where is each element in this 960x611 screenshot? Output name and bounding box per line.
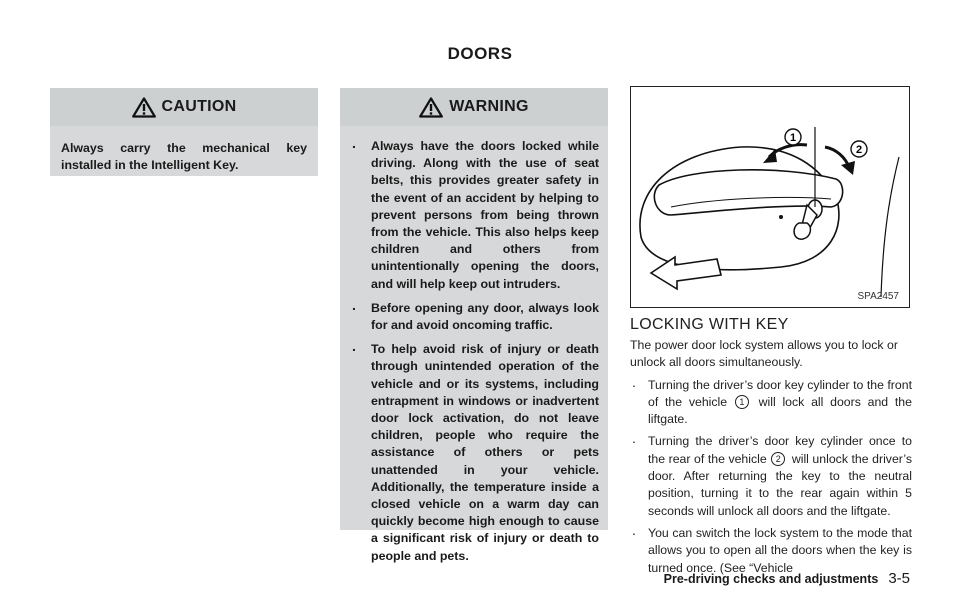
callout-1: 1 <box>789 132 797 144</box>
locking-item <box>630 433 912 519</box>
warning-box <box>340 88 608 563</box>
door-handle-key-drawing <box>631 87 910 308</box>
page-number: 3-5 <box>888 570 910 587</box>
locking-text <box>630 337 912 582</box>
warning-item: . Always have the doors locked while driving. Along with the use of seat belts, this provides greater safety in the event of an accident by helping to prevent persons from being thrown from the vehicle. This also helps keep children and others from unintentionally opening the doors, and will help keep out intruders. <box>349 138 599 293</box>
caution-heading: CAUTION <box>161 98 237 116</box>
section-title: DOORS <box>447 44 513 63</box>
footer-section: Pre-driving checks and adjustments <box>663 572 879 586</box>
door-handle-illustration <box>630 86 910 308</box>
locking-item-text: will unlock the driver’s door. After returning the key to the neutral position, turning it to the rear again within 5 seconds will unlock all doors and the liftgate. <box>648 451 913 518</box>
caution-text: Always carry the mechanical key installed in the Intelligent Key. <box>61 141 307 173</box>
callout-2: 2 <box>855 144 863 156</box>
locking-item-text: will lock all doors and the liftgate. <box>648 394 912 427</box>
warning-triangle-icon <box>419 97 443 118</box>
warning-header <box>340 88 608 126</box>
warning-triangle-icon <box>132 97 156 118</box>
locking-intro: The power door lock system allows you to lock or unlock all doors simultaneously. <box>630 338 898 370</box>
warning-list <box>340 126 608 565</box>
caution-header <box>50 88 318 126</box>
warning-item: . Before opening any door, always look for and avoid oncoming traffic. <box>349 300 599 334</box>
locking-heading: LOCKING WITH KEY <box>630 316 789 333</box>
locking-item <box>630 377 912 429</box>
locking-list <box>630 377 912 577</box>
page-footer <box>664 570 910 587</box>
warning-heading: WARNING <box>449 98 529 116</box>
figure-label: SPA2457 <box>857 291 899 302</box>
warning-item: . To help avoid risk of injury or death through unintended operation of the vehicle and or its systems, including entrapment in windows or inadvertent door lock activation, do not leave children, people who require the assistance of others or pets unattended in your vehicle. Additionally, the temperature inside a closed vehicle on a warm day can quickly become high enough to cause a significant risk of injury or death to people and pets. <box>349 341 599 565</box>
locking-item-text: Turning the driver’s door key cylinder to the front of the vehicle <box>648 377 912 409</box>
locking-item: . You can switch the lock system to the mode that allows you to open all the doors when the key is turned once. (See “Vehicle <box>630 525 912 577</box>
locking-item-text: Turning the driver’s door key cylinder once to the rear of the vehicle <box>648 434 912 466</box>
callout-2-marker: 2 <box>771 452 785 466</box>
callout-1-marker: 1 <box>735 395 749 409</box>
caution-box <box>50 88 318 176</box>
